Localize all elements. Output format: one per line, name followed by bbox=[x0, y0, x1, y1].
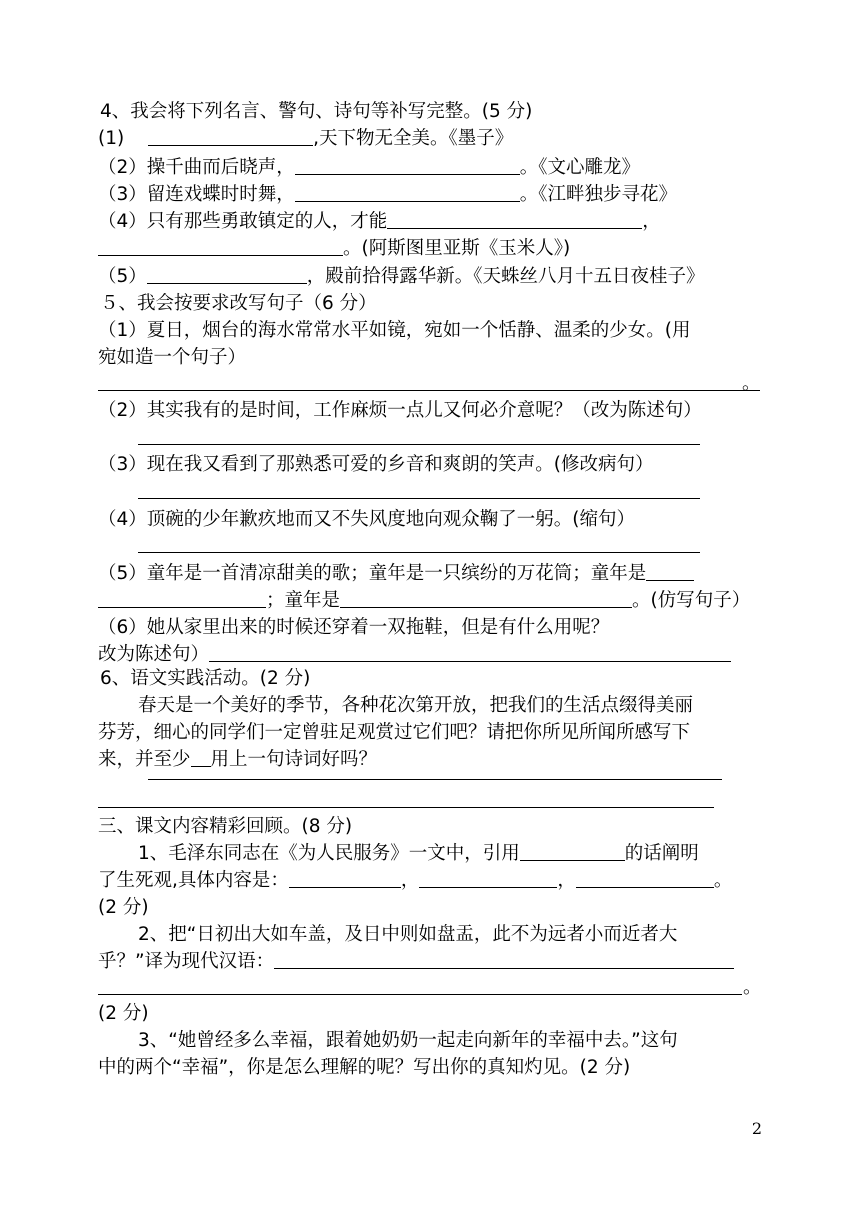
q4-item-4-comma: ， bbox=[642, 211, 661, 232]
q4-title: 4、我会将下列名言、警句、诗句等补写完整。(5 分) bbox=[100, 101, 533, 122]
q4-item-2 bbox=[98, 155, 640, 181]
sec3-q1-text-b: 的话阐明 bbox=[624, 843, 699, 864]
q4-item-4 bbox=[98, 209, 661, 235]
sec3-q1-blank-3[interactable] bbox=[576, 869, 714, 888]
q4-item-1 bbox=[98, 126, 513, 152]
sec3-q1-score: (2 分) bbox=[98, 897, 149, 918]
q4-blank-4a[interactable] bbox=[387, 210, 642, 229]
q6-para-line-3a: 来，并至少 bbox=[98, 749, 191, 770]
q5-s5-instruction: 。(仿写句子） bbox=[632, 590, 751, 611]
q4-item-3-prefix: （3）留连戏蝶时时舞， bbox=[98, 184, 295, 205]
sec3-q1-blank-2[interactable] bbox=[419, 869, 557, 888]
sec3-q3-line-a: 3、“她曾经多么幸福，跟着她奶奶一起走向新年的幸福中去。”这句 bbox=[138, 1030, 678, 1051]
sec3-q2-line-b bbox=[98, 949, 734, 975]
q4-item-3-source: 。《江畔独步寻花》 bbox=[519, 184, 678, 205]
q5-s5-text: （5）童年是一首清凉甜美的歌；童年是一只缤纷的万花筒；童年是 bbox=[98, 563, 647, 584]
sec3-q2-answer-line[interactable] bbox=[98, 994, 742, 995]
q5-s5-blank-2[interactable] bbox=[340, 589, 632, 608]
sec3-q1-text: 1、毛泽东同志在《为人民服务》一文中，引用 bbox=[138, 843, 520, 864]
sec3-q1-line-b bbox=[98, 868, 732, 894]
q5-s1-line-a: （1）夏日，烟台的海水常常水平如镜，宛如一个恬静、温柔的少女。(用 bbox=[98, 320, 691, 341]
q5-title: ５、我会按要求改写句子（6 分） bbox=[100, 293, 377, 314]
q5-s5-blank-1a[interactable] bbox=[646, 562, 694, 581]
sec3-q1-comma-2: ， bbox=[557, 870, 576, 891]
q5-s1-period: 。 bbox=[742, 373, 761, 394]
q4-item-1-text: ,天下物无全美。《墨子》 bbox=[313, 128, 514, 149]
sec3-q3-line-b: 中的两个“幸福”，你是怎么理解的呢？写出你的真知灼见。(2 分) bbox=[98, 1057, 631, 1078]
q6-title: 6、语文实践活动。(2 分) bbox=[100, 668, 311, 689]
q4-item-5 bbox=[98, 264, 705, 290]
q5-s1-answer-line[interactable] bbox=[98, 390, 760, 391]
sec3-q1-content-label: 了生死观,具体内容是： bbox=[98, 870, 289, 891]
sec3-q1-blank-1[interactable] bbox=[289, 869, 401, 888]
q5-s6-line-a: （6）她从家里出来的时候还穿着一双拖鞋，但是有什么用呢？ bbox=[98, 617, 610, 638]
sec3-q1-period: 。 bbox=[713, 870, 733, 891]
q6-para-line-1: 春天是一个美好的季节，各种花次第开放，把我们的生活点缀得美丽 bbox=[138, 695, 694, 716]
q4-blank-3[interactable] bbox=[295, 183, 520, 202]
sec3-q2-score: (2 分) bbox=[98, 1003, 149, 1024]
sec3-q2-period: 。 bbox=[743, 977, 762, 998]
q6-answer-line-1[interactable] bbox=[148, 779, 722, 780]
q5-s5-blank-1b[interactable] bbox=[98, 589, 266, 608]
q5-s1-line-b: 宛如造一个句子） bbox=[98, 347, 247, 368]
q4-item-5-text: ，殿前拾得露华新。《天蛛丝八月十五日夜桂子》 bbox=[306, 266, 705, 287]
q5-s5-line-a bbox=[98, 561, 694, 587]
sec3-q2-label: 乎？”译为现代汉语： bbox=[98, 951, 275, 972]
q6-inline-underline bbox=[191, 748, 211, 767]
q5-s4: （4）顶碗的少年歉疚地而又不失风度地向观众鞠了一躬。(缩句） bbox=[98, 509, 635, 530]
sec3-q1-line-a bbox=[138, 841, 699, 867]
sec3-q2-line-a: 2、把“日初出大如车盖，及日中则如盘盂，此不为远者小而近者大 bbox=[138, 924, 678, 945]
q5-s6-line-b bbox=[98, 642, 731, 668]
q5-s6-answer-line[interactable] bbox=[209, 643, 731, 662]
page-number: 2 bbox=[751, 1119, 762, 1138]
q6-para-line-2: 芬芳，细心的同学们一定曾驻足观赏过它们吧？请把你所见所闻所感写下 bbox=[98, 722, 691, 743]
q5-s3: （3）现在我又看到了那熟悉可爱的乡音和爽朗的笑声。(修改病句） bbox=[98, 454, 654, 475]
q4-blank-5[interactable] bbox=[147, 265, 307, 284]
q4-item-3 bbox=[98, 182, 677, 208]
q4-blank-2[interactable] bbox=[295, 156, 520, 175]
q5-s2-answer-line[interactable] bbox=[138, 444, 700, 445]
q6-para-line-3b: 用上一句诗词好吗？ bbox=[210, 749, 378, 770]
q4-item-4-cont bbox=[98, 236, 570, 262]
q5-s6-instruction: 改为陈述句） bbox=[98, 644, 210, 665]
q6-answer-line-2[interactable] bbox=[98, 807, 714, 808]
q5-s5-middle: ；童年是 bbox=[266, 590, 341, 611]
q5-s5-line-b bbox=[98, 588, 750, 614]
q4-blank-1[interactable] bbox=[148, 127, 313, 146]
sec3-q1-blank-quote[interactable] bbox=[520, 842, 625, 861]
q5-s4-answer-line[interactable] bbox=[138, 552, 700, 553]
q5-s3-answer-line[interactable] bbox=[138, 498, 700, 499]
q4-item-2-source: 。《文心雕龙》 bbox=[519, 157, 641, 178]
q6-para-line-3 bbox=[98, 747, 377, 773]
sec3-title: 三、课文内容精彩回顾。(8 分) bbox=[98, 816, 353, 837]
sec3-q2-blank-1[interactable] bbox=[274, 950, 734, 969]
q4-item-5-prefix: （5） bbox=[98, 266, 147, 287]
q5-s2: （2）其实我有的是时间，工作麻烦一点儿又何必介意呢？（改为陈述句） bbox=[98, 400, 702, 421]
q4-blank-4b[interactable] bbox=[98, 237, 343, 256]
q4-item-4-prefix: （4）只有那些勇敢镇定的人，才能 bbox=[98, 211, 388, 232]
sec3-q1-comma-1: ， bbox=[400, 870, 420, 891]
q4-item-1-number: (1) bbox=[98, 128, 125, 149]
q4-item-2-prefix: （2）操千曲而后晓声， bbox=[98, 157, 295, 178]
q4-item-4-source: 。(阿斯图里亚斯《玉米人》) bbox=[343, 238, 571, 259]
